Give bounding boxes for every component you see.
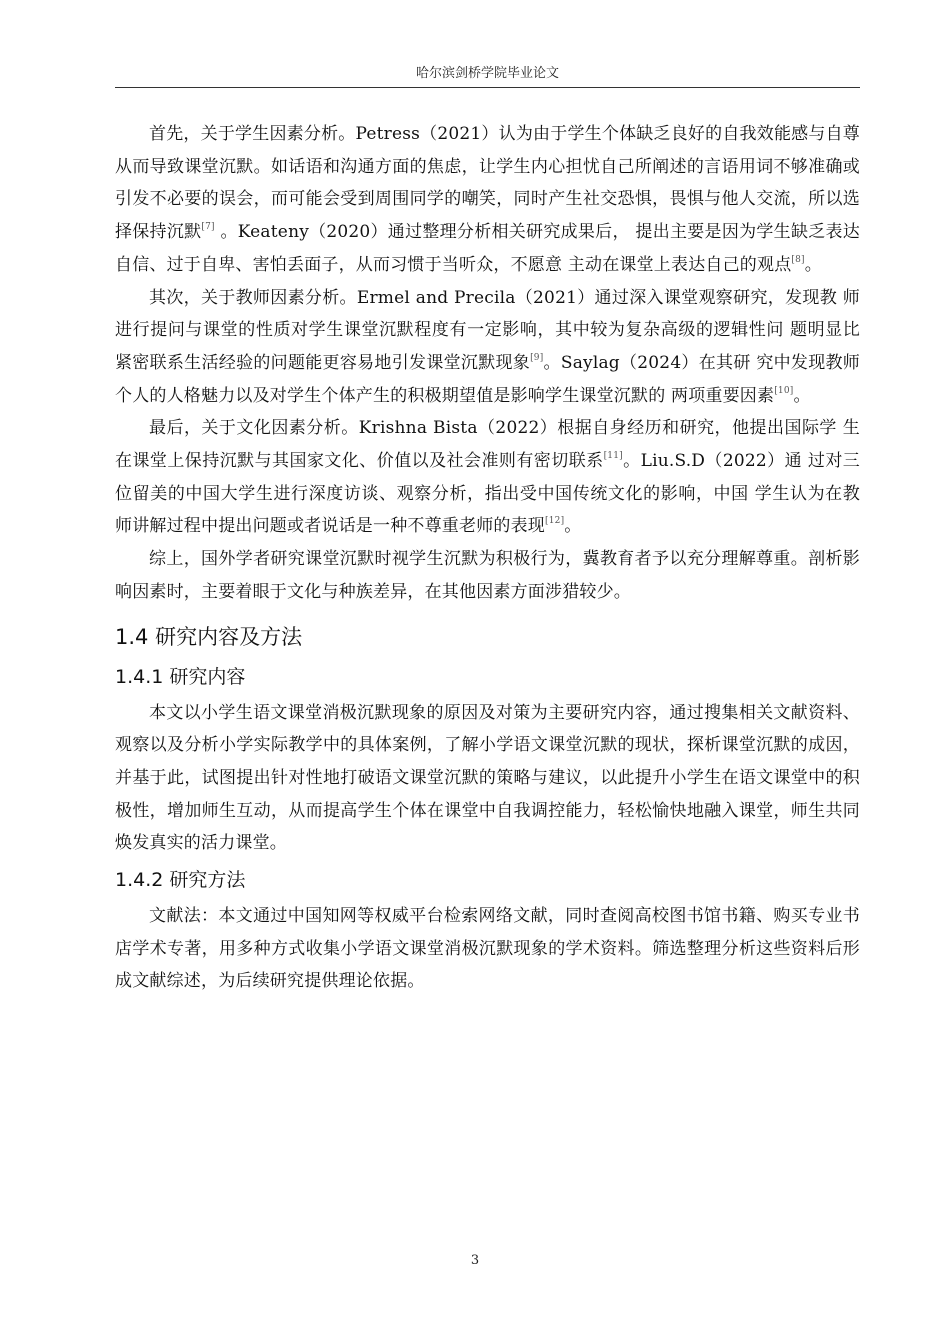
running-header: 哈尔滨剑桥学院毕业论文 — [415, 66, 559, 81]
paragraph-teacher-factors — [115, 282, 860, 413]
citation-ref: [7] — [201, 222, 215, 233]
paragraph-text: 。Keateny（2020）通过整理分析相关研究成果后， 提出主要是因为学生缺乏表达自信、过于自卑、害怕丢面子，从而习惯于当听众，不愿意 主动在课堂上表达自己的观点 — [115, 222, 860, 275]
paragraph-text: 。 — [564, 516, 582, 537]
citation-ref: [8] — [791, 254, 805, 265]
page-number: 3 — [470, 1253, 480, 1268]
page-body — [115, 118, 860, 998]
citation-ref: [12] — [545, 516, 565, 527]
paragraph-text: 首先，关于学生因素分析。Petress（2021）认为由于学生个体缺乏良好的自我效能感与自尊从而导致课堂沉默。如话语和沟通方面的焦虑，让学生内心担忧自己所阐述的言语用词不够准确或引发不必要的误会，而可能会受到周围同学的嘲笑，同时产生社交恐惧，畏惧与他人交流，所以选择保持沉默 — [115, 124, 860, 243]
paragraph-text: 。Liu.S.D（2022）通 过对三位留美的中国大学生进行深度访谈、观察分析，指出受中国传统文化的影响，中国 学生认为在教师讲解过程中提出问题或者说话是一种不尊重老师的表现 — [115, 451, 860, 537]
paragraph-culture-factors — [115, 412, 860, 543]
paragraph-text: 。 — [793, 385, 811, 406]
paragraph-text: 。Saylag（2024）在其研 究中发现教师个人的人格魅力以及对学生个体产生的积极期望值是影响学生课堂沉默的 两项重要因素 — [115, 352, 860, 406]
subsection-heading-1-4-1: 1.4.1 研究内容 — [115, 665, 246, 688]
header-rule — [115, 87, 860, 88]
paragraph-text: 其次，关于教师因素分析。Ermel and Precila（2021）通过深入课堂观察研究，发现教 师进行提问与课堂的性质对学生课堂沉默程度有一定影响，其中较为复杂高级的逻辑性问 题明显比紧密联系生活经验的问题能更容易地引发课堂沉默现象 — [115, 287, 860, 373]
section-heading-1-4: 1.4 研究内容及方法 — [115, 624, 303, 649]
paragraph-text: 。 — [804, 254, 822, 275]
paragraph-research-method: 文献法：本文通过中国知网等权威平台检索网络文献，同时查阅高校图书馆书籍、购买专业书店学术专著，用多种方式收集小学语文课堂消极沉默现象的学术资料。筛选整理分析这些资料后形成文献综述，为后续研究提供理论依据。 — [115, 906, 860, 992]
citation-ref: [9] — [530, 352, 544, 363]
paragraph-student-factors — [115, 118, 860, 282]
citation-ref: [10] — [774, 385, 794, 396]
citation-ref: [11] — [603, 451, 623, 462]
subsection-heading-1-4-2: 1.4.2 研究方法 — [115, 869, 246, 892]
paragraph-research-content: 本文以小学生语文课堂消极沉默现象的原因及对策为主要研究内容，通过搜集相关文献资料、观察以及分析小学实际教学中的具体案例，了解小学语文课堂沉默的现状，探析课堂沉默的成因，并基于此，试图提出针对性地打破语文课堂沉默的策略与建议，以此提升小学生在语文课堂中的积极性，增加师生互动，从而提高学生个体在课堂中自我调控能力，轻松愉快地融入课堂，师生共同焕发真实的活力课堂。 — [115, 702, 860, 854]
paragraph-summary: 综上，国外学者研究课堂沉默时视学生沉默为积极行为，冀教育者予以充分理解尊重。剖析影响因素时，主要着眼于文化与种族差异，在其他因素方面涉猎较少。 — [115, 549, 860, 602]
paragraph-text: 最后，关于文化因素分析。Krishna Bista（2022）根据自身经历和研究，他提出国际学 生在课堂上保持沉默与其国家文化、价值以及社会准则有密切联系 — [115, 418, 860, 472]
